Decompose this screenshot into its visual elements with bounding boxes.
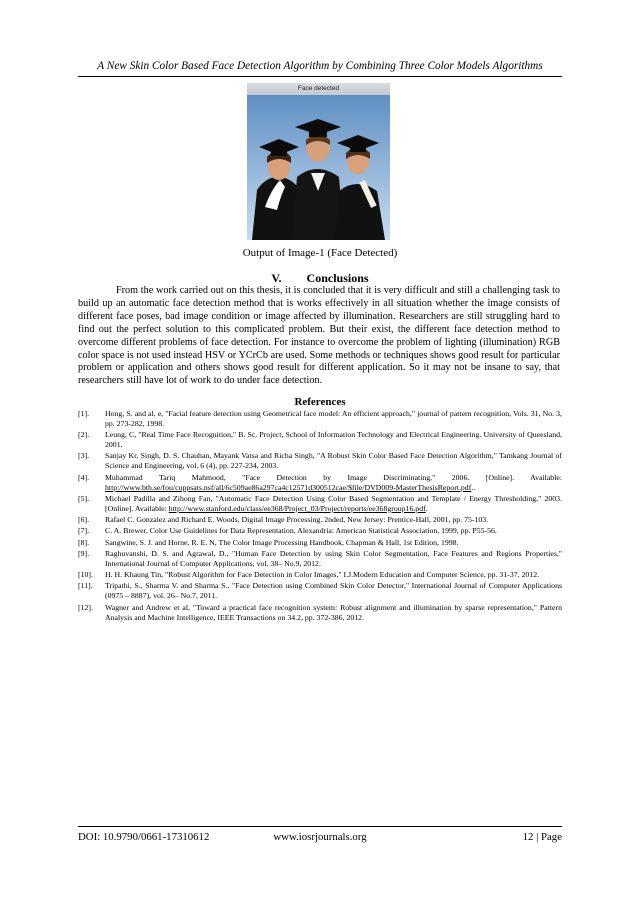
reference-link[interactable]: http://www.stanford.edu/class/ee368/Project_03/Project/reports/ee368group16.pdf: [168, 503, 426, 513]
reference-number: [1].: [78, 409, 90, 418]
reference-text: Tripathi, S., Sharma V. and Sharma S., "Face Detection using Combined Skin Color Detector," International Journal of Computer Applications (0975 – 8887), vol. 26– No.7, 2011.: [105, 581, 562, 601]
reference-text: C. A. Brewer, Color Use Guidelines for Data Representation, Alexandria: American Statistical Association, 1999, pp. P55-56.: [105, 526, 497, 536]
reference-item: [78, 430, 562, 450]
references-heading: References: [294, 396, 346, 408]
reference-number: [7].: [78, 526, 90, 536]
face-detection-figure: [247, 83, 390, 240]
reference-item: [78, 581, 562, 601]
reference-text: Hong, S. and al, e, "Facial feature detection using Geometrical face model: An efficient approach," journal of pattern recognition, Vols. 31, No. 3, pp. 273-282, 1998.: [105, 409, 562, 428]
reference-text-block: [105, 494, 562, 514]
reference-number: [10].: [78, 570, 93, 580]
reference-item: [78, 538, 562, 548]
conclusions-paragraph: From the work carried out on this thesis, it is concluded that it is very difficult and still a challenging task to build up an automatic face detection method that is works effectively in all situation whether the image consists of different face poses, bad image condition or image affected by illumination. Researchers are still struggling hard to find out the perfect solution to this complicated problem. But their exist, the different face detection method to overcome different problems of face detection. For instance to overcome the problem of lighting (illumination) RGB color space is not used instead HSV or YCrCb are used. Some methods or techniques shows good result for particular problem or application and others shows good result for different application. So it may not be insane to say, that researchers still have lot of work to do under face detection.: [78, 285, 560, 387]
reference-number: [3].: [78, 451, 90, 461]
reference-item: [78, 409, 562, 429]
footer-doi: DOI: 10.9790/0661-17310612: [78, 831, 210, 843]
reference-item: [78, 570, 562, 580]
header-divider: [78, 76, 562, 77]
reference-item: [78, 603, 562, 623]
reference-number: [2].: [78, 430, 90, 440]
reference-text: Sangwine, S. J. and Horne, R. E. N, The Color Image Processing Handbook, Chapman & Hall, 1st Edition, 1998.: [105, 537, 459, 547]
section-number: V.: [271, 271, 282, 285]
reference-text: Muhammad Tariq Mahmood, "Face Detection by Image Discriminating," 2006. [Online]. Available:: [105, 472, 562, 482]
references-list: [78, 409, 562, 624]
reference-item: [78, 515, 562, 525]
reference-text: Sanjay Kr, Singh, D. S. Chauhan, Mayank Vatsa and Richa Singh, "A Robust Skin Color Based Face Detection Algorithm," Tamkang Journal of Science and Engineering, vol. 6 (4), pp. 227-234, 2003.: [105, 451, 562, 471]
reference-number: [11].: [78, 581, 93, 591]
reference-number: [6].: [78, 515, 90, 525]
footer-divider: [78, 826, 562, 827]
reference-number: [12].: [78, 602, 93, 612]
reference-text: Michael Padilla and Zihong Fan, "Automatic Face Detection Using Color Based Segmentation and Template / Energy Thresholding," 2003. [Online]. Available:: [105, 493, 562, 513]
reference-item: [78, 526, 562, 536]
running-header: A New Skin Color Based Face Detection Algorithm by Combining Three Color Models Algorithms: [97, 60, 543, 72]
section-title: Conclusions: [306, 271, 369, 285]
reference-number: [8].: [78, 537, 90, 547]
section-heading: [78, 271, 562, 286]
reference-item: [78, 494, 562, 514]
reference-text: Raghuvanshi, D. S. and Agrawal, D., "Human Face Detection by using Skin Color Segmentation, Face Features and Regions Properties," International Journal of Computer Applications, vol. 38– No.9, 2012.: [105, 548, 562, 568]
footer-page-number: 12 | Page: [522, 831, 562, 843]
reference-number: [4].: [78, 472, 90, 482]
reference-item: [78, 549, 562, 569]
figure-caption: Output of Image-1 (Face Detected): [242, 247, 398, 259]
graduates-photo: [247, 95, 390, 240]
figure-window-title: Face detected: [247, 83, 390, 96]
reference-text: Wagner and Andrew et al, "Toward a practical face recognition system: Robust alignment and illumination by sparse representation," Pattern Analysis and Machine Intelligence, IEEE Transactions on 34.2, pp. 372-386, 2012.: [105, 602, 562, 622]
footer-website: www.iosrjournals.org: [273, 831, 367, 843]
reference-suffix: ..: [471, 482, 476, 492]
reference-item: [78, 473, 562, 493]
reference-text: Leung, C, "Real Time Face Recognition," B. Sc. Project, School of Information Technology and Electrical Engineering. University of Queesland, 2001.: [105, 430, 562, 450]
reference-text: H. H. Khaung Tin, "Robust Algorithm for Face Detection in Color Images," I.J.Modern Education and Computer Science, pp. 31-37, 2012.: [105, 570, 540, 580]
reference-text-block: [105, 473, 562, 493]
reference-number: [5].: [78, 493, 90, 503]
reference-suffix: .: [425, 503, 428, 513]
reference-link[interactable]: http://www.bth.se/fou/cuppsats.nsf/all/6c509ae86a297ca4c12571d300512cae/$file/DVD009-MasterThesisReport.pdf: [105, 482, 472, 492]
reference-text: Rafael C. Gonzalez and Richard E. Woods, Digital Image Processing. 2nded, New Jersey: Prentice-Hall, 2001, pp. 75-103.: [105, 515, 489, 525]
reference-number: [9].: [78, 548, 90, 558]
reference-item: [78, 451, 562, 471]
